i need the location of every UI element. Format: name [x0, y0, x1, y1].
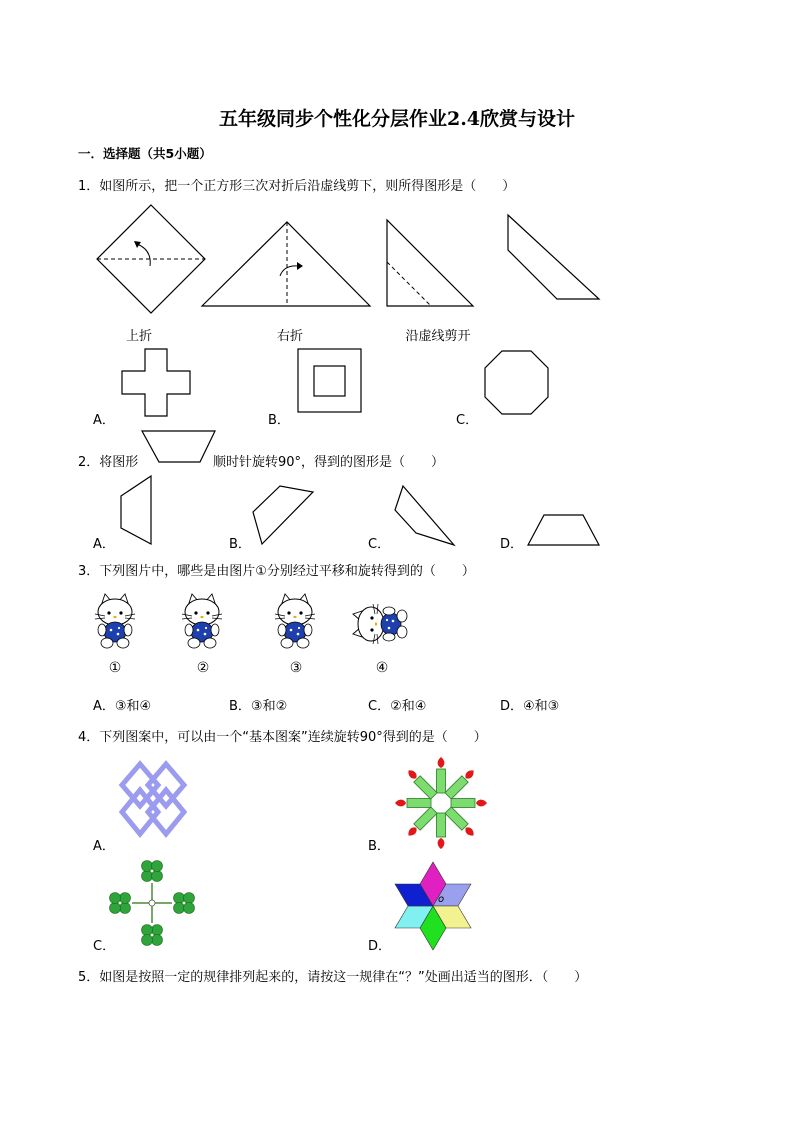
- q4-option-d[interactable]: D．: [368, 939, 392, 954]
- q2-option-b[interactable]: B．: [229, 537, 251, 552]
- section-heading: 一．选择题（共5小题）: [78, 146, 212, 161]
- question-3-text: 3．下列图片中，哪些是由图片①分别经过平移和旋转得到的（ ）: [78, 564, 475, 579]
- q4-option-b[interactable]: B．: [368, 839, 390, 854]
- q3-option-c[interactable]: C．②和④: [368, 699, 427, 714]
- q1-option-b[interactable]: B．: [268, 413, 290, 428]
- question-4-text: 4．下列图案中，可以由一个“基本图案”连续旋转90°得到的是（ ）: [78, 730, 487, 745]
- q1-caption-cut: 沿虚线剪开: [405, 329, 471, 344]
- q4-option-a[interactable]: A．: [93, 839, 115, 854]
- q1-option-c[interactable]: C．: [456, 413, 479, 428]
- question-1-text: 1．如图所示，把一个正方形三次对折后沿虚线剪下，则所得图形是（ ）: [78, 179, 516, 194]
- q3-label-4: ④: [375, 660, 389, 676]
- q2-option-d[interactable]: D．: [500, 537, 524, 552]
- q2-option-c[interactable]: C．: [368, 537, 391, 552]
- q3-label-2: ②: [196, 660, 210, 676]
- q4-option-b-pattern: [395, 757, 487, 849]
- q3-label-1: ①: [108, 660, 122, 676]
- q4-option-c[interactable]: C．: [93, 939, 116, 954]
- q3-option-a[interactable]: A．③和④: [93, 699, 152, 714]
- question-5-text: 5．如图是按照一定的规律排列起来的，请按这一规律在“？”处画出适当的图形．（ ）: [78, 970, 588, 985]
- q4-option-c-pattern: [110, 861, 195, 946]
- q2-option-a[interactable]: A．: [93, 537, 115, 552]
- q3-label-3: ③: [289, 660, 303, 676]
- page-title: 五年级同步个性化分层作业2.4欣赏与设计: [218, 108, 576, 130]
- q3-option-d[interactable]: D．④和③: [500, 699, 560, 714]
- q3-option-b[interactable]: B．③和②: [229, 699, 288, 714]
- q1-caption-fold-right: 右折: [276, 329, 303, 344]
- q4-option-a-pattern: [122, 764, 184, 834]
- q4-option-d-pattern: [395, 862, 471, 950]
- q4-center-label: o: [438, 894, 445, 905]
- q1-caption-fold-up: 上折: [125, 329, 152, 344]
- q1-option-a[interactable]: A．: [93, 413, 115, 428]
- question-2-suffix: 顺时针旋转90°，得到的图形是（ ）: [213, 455, 445, 470]
- question-2-prefix: 2．将图形: [78, 455, 139, 470]
